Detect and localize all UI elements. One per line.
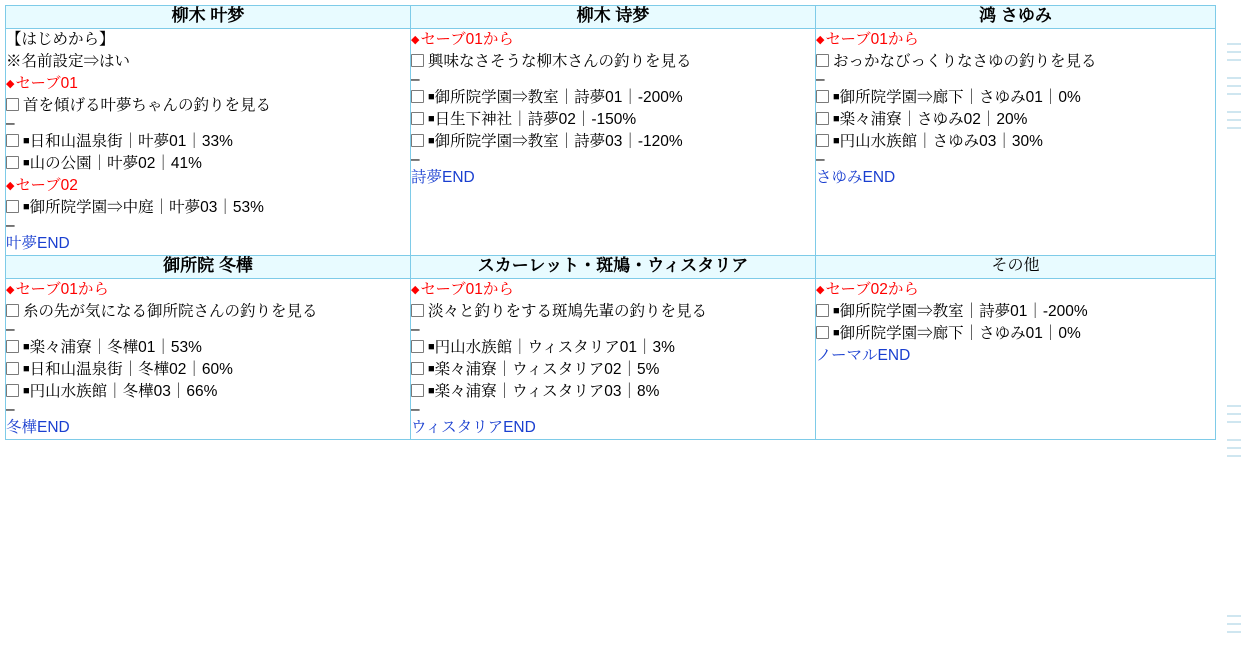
column-header-fuyuka: 御所院 冬樺 — [6, 256, 411, 279]
save-point-label: ◆セーブ01 — [6, 75, 78, 92]
checklist-item[interactable] — [6, 337, 410, 359]
checklist-item[interactable] — [816, 323, 1215, 345]
checkbox-icon[interactable] — [6, 98, 19, 111]
checklist-item[interactable] — [411, 337, 815, 359]
checklist-item-label: ■楽々浦寮｜ウィスタリア02｜5% — [428, 361, 660, 378]
diamond-icon: ◆ — [6, 284, 15, 296]
checklist-item[interactable] — [411, 301, 815, 323]
diamond-icon: ◆ — [6, 78, 15, 90]
checkbox-icon[interactable] — [411, 362, 424, 375]
checkbox-icon[interactable] — [6, 134, 19, 147]
route-lines — [816, 29, 1215, 189]
ending-label: さゆみEND — [816, 169, 896, 186]
checkbox-icon[interactable] — [411, 90, 424, 103]
checklist-item-label: ■御所院学園⇒廊下｜さゆみ01｜0% — [833, 89, 1081, 106]
checkbox-icon[interactable] — [816, 112, 829, 125]
checklist-item-label: ■山の公園｜叶夢02｜41% — [23, 155, 202, 172]
ending-label: 叶夢END — [6, 235, 70, 252]
checklist-item[interactable] — [6, 131, 410, 153]
column-header-wisteria: スカーレット・斑鳩・ウィスタリア — [411, 256, 816, 279]
checkbox-icon[interactable] — [6, 304, 19, 317]
checklist-item-label: ■日和山温泉街｜叶夢01｜33% — [23, 133, 233, 150]
checkbox-icon[interactable] — [6, 384, 19, 397]
separator-dash: – — [816, 151, 825, 168]
route-lines — [6, 29, 410, 255]
checklist-item-label: ■御所院学園⇒教室｜詩夢01｜-200% — [428, 89, 683, 106]
diamond-icon: ◆ — [411, 34, 420, 46]
header-row-2 — [6, 256, 1216, 279]
column-header-other: その他 — [816, 256, 1216, 279]
diamond-icon: ◆ — [816, 284, 825, 296]
checkbox-icon[interactable] — [411, 112, 424, 125]
checkbox-icon[interactable] — [411, 384, 424, 397]
checklist-item-label: ■日生下神社｜詩夢02｜-150% — [428, 111, 637, 128]
ending-label: 冬樺END — [6, 419, 70, 436]
checklist-item[interactable] — [6, 381, 410, 403]
separator-dash: – — [411, 151, 420, 168]
route-cell-wisteria — [411, 279, 816, 440]
ending-label: ノーマルEND — [816, 347, 911, 364]
checklist-item[interactable] — [816, 301, 1215, 323]
checkbox-icon[interactable] — [816, 326, 829, 339]
save-point-label: ◆セーブ01から — [411, 31, 514, 48]
column-header-kaname: 柳木 叶梦 — [6, 6, 411, 29]
diamond-icon: ◆ — [411, 284, 420, 296]
checkbox-icon[interactable] — [6, 200, 19, 213]
checklist-item-label: ■楽々浦寮｜さゆみ02｜20% — [833, 111, 1028, 128]
separator-dash: – — [411, 321, 420, 338]
checklist-item[interactable] — [816, 51, 1215, 73]
checkbox-icon[interactable] — [6, 362, 19, 375]
route-cell-fuyuka — [6, 279, 411, 440]
checkbox-icon[interactable] — [816, 54, 829, 67]
right-edge-marks — [1217, 5, 1247, 651]
checklist-item[interactable] — [6, 95, 410, 117]
save-point-label: ◆セーブ01から — [411, 281, 514, 298]
separator-dash: – — [6, 401, 15, 418]
separator-dash: – — [816, 71, 825, 88]
checklist-item-label: ■御所院学園⇒教室｜詩夢01｜-200% — [833, 303, 1088, 320]
checklist-item[interactable] — [6, 359, 410, 381]
note-line: ※名前設定⇒はい — [6, 53, 131, 70]
route-table — [5, 5, 1216, 440]
checklist-item[interactable] — [411, 109, 815, 131]
save-point-label: ◆セーブ02から — [816, 281, 919, 298]
checklist-item[interactable] — [6, 197, 410, 219]
checklist-item[interactable] — [411, 359, 815, 381]
route-lines — [411, 279, 815, 439]
content-row-2 — [6, 279, 1216, 440]
checklist-item-label: ■円山水族館｜さゆみ03｜30% — [833, 133, 1043, 150]
checklist-item-label: ■円山水族館｜冬樺03｜66% — [23, 383, 218, 400]
checklist-item-label: 糸の先が気になる御所院さんの釣りを見る — [23, 303, 318, 320]
checkbox-icon[interactable] — [816, 304, 829, 317]
route-lines — [816, 279, 1215, 367]
checklist-item-label: ■御所院学園⇒廊下｜さゆみ01｜0% — [833, 325, 1081, 342]
checklist-item[interactable] — [816, 87, 1215, 109]
content-row-1 — [6, 29, 1216, 256]
note-line: 【はじめから】 — [6, 31, 115, 48]
save-point-label: ◆セーブ01から — [6, 281, 109, 298]
checklist-item[interactable] — [816, 131, 1215, 153]
checklist-item-label: おっかなびっくりなさゆの釣りを見る — [833, 53, 1097, 70]
checklist-item-label: ■楽々浦寮｜冬樺01｜53% — [23, 339, 202, 356]
header-row-1 — [6, 6, 1216, 29]
route-cell-shiyume — [411, 29, 816, 256]
checkbox-icon[interactable] — [6, 156, 19, 169]
route-lines — [6, 279, 410, 439]
save-point-label: ◆セーブ02 — [6, 177, 78, 194]
route-lines — [411, 29, 815, 189]
checkbox-icon[interactable] — [816, 134, 829, 147]
checklist-item-label: ■御所院学園⇒教室｜詩夢03｜-120% — [428, 133, 683, 150]
checklist-item[interactable] — [411, 51, 815, 73]
separator-dash: – — [411, 71, 420, 88]
checklist-item[interactable] — [411, 87, 815, 109]
checklist-item[interactable] — [816, 109, 1215, 131]
checklist-item-label: ■日和山温泉街｜冬樺02｜60% — [23, 361, 233, 378]
left-margin — [0, 5, 4, 651]
checklist-item[interactable] — [6, 301, 410, 323]
checklist-item-label: 淡々と釣りをする斑鳩先輩の釣りを見る — [428, 303, 708, 320]
ending-label: ウィスタリアEND — [411, 419, 536, 436]
route-cell-other — [816, 279, 1216, 440]
route-cell-sayumi — [816, 29, 1216, 256]
checklist-item[interactable] — [6, 153, 410, 175]
checklist-item[interactable] — [411, 381, 815, 403]
separator-dash: – — [6, 321, 15, 338]
separator-dash: – — [6, 115, 15, 132]
checklist-item-label: ■楽々浦寮｜ウィスタリア03｜8% — [428, 383, 660, 400]
checkbox-icon[interactable] — [411, 134, 424, 147]
checklist-item[interactable] — [411, 131, 815, 153]
ending-label: 詩夢END — [411, 169, 475, 186]
diamond-icon: ◆ — [6, 180, 15, 192]
checkbox-icon[interactable] — [411, 340, 424, 353]
checklist-item-label: 首を傾げる叶夢ちゃんの釣りを見る — [23, 97, 272, 114]
checklist-item-label: ■御所院学園⇒中庭｜叶夢03｜53% — [23, 199, 264, 216]
separator-dash: – — [6, 217, 15, 234]
checklist-item-label: ■円山水族館｜ウィスタリア01｜3% — [428, 339, 675, 356]
route-cell-kaname — [6, 29, 411, 256]
walkthrough-page — [0, 5, 1247, 651]
column-header-sayumi: 鸿 さゆみ — [816, 6, 1216, 29]
save-point-label: ◆セーブ01から — [816, 31, 919, 48]
checkbox-icon[interactable] — [411, 304, 424, 317]
checkbox-icon[interactable] — [816, 90, 829, 103]
checklist-item-label: 興味なさそうな柳木さんの釣りを見る — [428, 53, 692, 70]
separator-dash: – — [411, 401, 420, 418]
checkbox-icon[interactable] — [6, 340, 19, 353]
column-header-shiyume: 柳木 诗梦 — [411, 6, 816, 29]
checkbox-icon[interactable] — [411, 54, 424, 67]
diamond-icon: ◆ — [816, 34, 825, 46]
